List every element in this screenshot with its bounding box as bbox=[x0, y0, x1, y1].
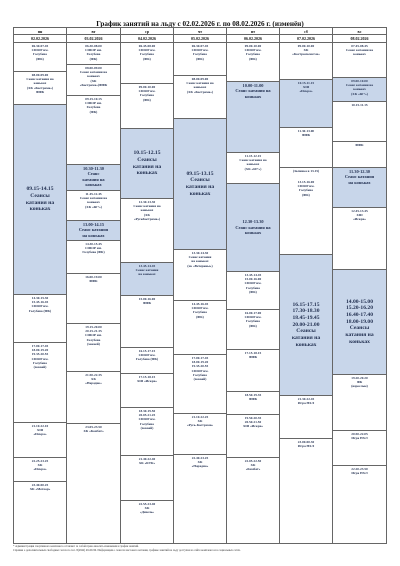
schedule-slot-wed-3: 12.30-13.30 Сеанс катания на коньках (ХК «РусьКострома») bbox=[121, 199, 173, 263]
schedule-slot-sat-1: 10.15-11.15 ХШ «Искра» bbox=[280, 80, 332, 128]
schedule-slot-sun-0: 07.45-08.45 Сеанс катания на коньках bbox=[333, 43, 386, 78]
weekday-fri: пт bbox=[227, 28, 280, 35]
schedule-slot-mon-2: 09.15-14.15 Сеансы катания на коньках bbox=[14, 105, 66, 295]
schedule-slot-fri-0: 09.00-10.00 СШОР им. Голубева (ФК) bbox=[227, 43, 279, 82]
column-fri bbox=[227, 43, 280, 544]
schedule-slot-thu-2: 09.15-13.15 Сеансы катания на коньках bbox=[174, 119, 226, 250]
page-title: График занятий на льду с 02.02.2026 г. по 08.02.2026 г. (изменён) bbox=[96, 20, 304, 28]
footnotes bbox=[13, 545, 386, 553]
schedule-slot-tue-10: 23.05-23.50 ХК «Комбат» bbox=[83, 424, 104, 434]
date-sat: 07.02.2026 bbox=[280, 35, 333, 43]
weekday-thu: чт bbox=[174, 28, 227, 35]
schedule-slot-mon-6: 22.25-23.25 ХК «Искра» bbox=[14, 458, 66, 482]
weekday-mon: пн bbox=[14, 28, 67, 35]
schedule-slot-fri-2: 11.15-12.15 Сеанс катания на коньках (ХК «60+») bbox=[227, 153, 279, 184]
schedule-slot-thu-3: 13.30-14.30 Сеанс катания на коньках (хк «Ветераны») bbox=[174, 250, 226, 301]
schedule-table bbox=[13, 27, 387, 544]
schedule-slot-fri-6: 17.15-18.15 ФФК bbox=[227, 350, 279, 392]
schedule-slot-tue-8: 19.15-20.00 20.15-21.35 СШОР им. Голубева (хоккей) bbox=[67, 324, 120, 372]
schedule-slot-wed-10: 22.55-23.40 ХК «Дизель» bbox=[138, 501, 156, 515]
schedule-slot-wed-6: 16.15-17.15 СШОР им. Голубева (ФК) bbox=[121, 348, 173, 374]
date-sun: 08.02.2026 bbox=[333, 35, 387, 43]
schedule-slot-wed-1: 09.00-10.00 СШОР им. Голубева (ФК) bbox=[121, 84, 173, 129]
schedule-slot-wed-5: 15.00-16.00 ФФК bbox=[121, 296, 173, 348]
schedule-slot-sat-3: (Заливка в 13.15) bbox=[292, 168, 320, 173]
schedule-slot-sun-8: 20.50-22.05 Игра НХЛ bbox=[333, 431, 386, 466]
schedule-slot-thu-6: 21.10-22.25 ХК «Русь-Кострома» bbox=[174, 414, 226, 455]
schedule-slot-sat-7: 23.00-00.30 Игра НХЛ bbox=[297, 439, 315, 449]
schedule-slot-mon-7: 23.40-00.25 ХК «Метеор» bbox=[29, 482, 51, 492]
schedule-slot-sun-5: 12.45-13.45 ХШ «Искра» bbox=[333, 208, 386, 270]
schedule-slot-sun-9: 22.20-23.50 Игра НХЛ bbox=[351, 466, 368, 476]
date-mon: 02.02.2026 bbox=[14, 35, 67, 43]
schedule-slot-fri-8: 19.50-20.35 20.50-21.50 ХШ «Искра» bbox=[227, 415, 279, 458]
schedule-slot-tue-2: 09.15-10.15 СШОР им. Голубева (ФК) bbox=[67, 96, 120, 165]
schedule-slot-sun-2: 10.15-11.15 bbox=[333, 102, 386, 142]
schedule-slot-mon-1: 08.00-09.00 Сеанс катания на коньках (ХК «Кострома») ФФК bbox=[14, 72, 66, 105]
weekday-sun: вс bbox=[333, 28, 387, 35]
footnote-1: * Администрация спортивного комплекса оставляет за собой право вносить изменения в график занятий. bbox=[13, 545, 139, 548]
schedule-slot-tue-3: 10.30-11.30 Сеанс катания на коньках bbox=[67, 165, 120, 191]
column-wed bbox=[121, 43, 174, 544]
date-tue: 03.02.2026 bbox=[67, 35, 121, 43]
schedule-slot-sun-7: 19.20-20.20 ФК (взрослые) bbox=[333, 375, 386, 431]
schedule-slot-sun-3: ФФК bbox=[333, 142, 386, 168]
column-thu bbox=[174, 43, 227, 544]
schedule-slot-thu-4: 14.45-16.45 СШОР им. Голубева (ФК) bbox=[174, 301, 226, 355]
schedule-slot-mon-4: 17.00-17.45 18.00-19.20 19.35-20.55 СШОР им. Голубева (хоккей) bbox=[14, 343, 66, 423]
column-mon bbox=[14, 43, 67, 544]
schedule-slot-mon-3: 14.30-15.30 15.45-16.45 СШОР им. Голубева (ФК) bbox=[14, 295, 66, 343]
schedule-slot-fri-7: 18.50-19.35 ФФК bbox=[227, 392, 279, 415]
schedule-slot-tue-5: 13.00-14.15 Сеанс катания на коньках bbox=[67, 221, 120, 241]
schedule-slot-tue-1: 08.00-09.00 Сеанс катания на коньках (ХК «Кострома»)ФФК bbox=[67, 65, 120, 96]
schedule-slot-fri-3: 12.30-13.30 Сеанс катания на коньках bbox=[227, 184, 279, 272]
schedule-slot-wed-7: 17.15-18.15 ХШ «Искра» bbox=[121, 374, 173, 408]
schedule-slot-sun-4: 11.30-12.30 Сеанс катания на коньках bbox=[333, 168, 386, 208]
footnote-2: Справки о дополнительных свободных часах по тел. 8(4942) 49-69-99. Информация о сеансах массового катания, графике занятий на льду доступна на сайте комплекса и в социальных сетях. bbox=[13, 548, 241, 552]
schedule-slot-sat-4: 13.15-16.00 СШОР им. Голубева (ФК) bbox=[280, 179, 332, 255]
column-sun bbox=[333, 43, 387, 544]
schedule-body-row bbox=[14, 43, 387, 544]
schedule-slot-wed-2: 10.15-12.15 Сеансы катания на коньках bbox=[121, 129, 173, 199]
schedule-slot-tue-7: 16.00-19.00 ФФК bbox=[67, 274, 120, 324]
schedule-slot-wed-0: 06.45-08.00 СШОР им. Голубева (ФК) bbox=[121, 43, 173, 84]
date-fri: 06.02.2026 bbox=[227, 35, 280, 43]
schedule-slot-sat-5: 16.15-17.15 17.30-18.30 18.45-19.45 20.00-21.00 Сеансы катания на коньках bbox=[280, 255, 332, 396]
schedule-slot-fri-1: 10.00-11.00 Сеанс катания на коньках bbox=[227, 82, 279, 153]
schedule-slot-wed-8: 18.30-19.50 20.05-21.25 СШОР им. Голубева (хоккей) bbox=[121, 408, 173, 456]
schedule-slot-sat-6: 21.30-22.45 Игра НХЛ bbox=[280, 396, 332, 439]
schedule-slot-wed-4: 13.45-14.45 Сеанс катания на коньках bbox=[121, 263, 173, 296]
weekday-header-row bbox=[14, 28, 387, 35]
date-wed: 04.02.2026 bbox=[121, 35, 174, 43]
weekday-sat: сб bbox=[280, 28, 333, 35]
schedule-slot-sat-0: 09.00-10.00 ХК «Костромалесгаз» bbox=[280, 43, 332, 80]
schedule-slot-tue-0: 06.30-08.00 СШОР им. Голубева (ФК) bbox=[67, 43, 120, 65]
column-sat bbox=[280, 43, 333, 544]
weekday-tue: вт bbox=[67, 28, 121, 35]
schedule-slot-tue-9: 21.50-22.35 ХК «Нарадио» bbox=[67, 372, 120, 424]
date-thu: 05.02.2026 bbox=[174, 35, 227, 43]
schedule-slot-thu-5: 17.00-17.45 18.00-19.20 19.35-20.55 СШОР им. Голубева (хоккей) bbox=[174, 355, 226, 414]
schedule-slot-thu-1: 08.00-09.00 Сеанс катания на коньках (ХК «Кострома») bbox=[174, 76, 226, 119]
schedule-slot-fri-4: 13.45-14.45 15.00-16.00 СШОР им. Голубева (ФК) bbox=[227, 272, 279, 310]
schedule-slot-fri-9: 22.05-22.50 ХК «Комбат» bbox=[244, 458, 262, 472]
schedule-slot-thu-0: 06.30-07.45 СШОР им. Голубева (ФК) bbox=[174, 43, 226, 76]
schedule-slot-sun-6: 14.00-15.00 15.20-16.20 16.40-17.40 18.00-19.00 Сеансы катания на коньках bbox=[333, 270, 386, 375]
schedule-slot-wed-9: 21.40-22.40 ХК «КТК» bbox=[121, 456, 173, 501]
schedule-slot-sun-1: 09.00-10.00 Сеанс катания на коньках (ХК «60+») bbox=[333, 78, 386, 102]
column-tue bbox=[67, 43, 121, 544]
schedule-slot-mon-5: 21.10-22.10 ХШ «Искра» bbox=[14, 423, 66, 458]
date-header-row bbox=[14, 35, 387, 43]
schedule-slot-thu-7: 22.40-23.25 ХК «Нарадио» bbox=[191, 455, 209, 469]
schedule-slot-tue-6: 14.30-15.45 СШОР им. Голубева (ФК) bbox=[67, 241, 120, 274]
schedule-slot-fri-5: 16.00-17.00 СШОР им. Голубева (ФК) bbox=[227, 310, 279, 350]
schedule-slot-tue-4: 11.45-12.45 Сеанс катания на коньках (ХК «60+») bbox=[67, 191, 120, 221]
weekday-wed: ср bbox=[121, 28, 174, 35]
schedule-slot-mon-0: 06.30-07.45 СШОР им. Голубева (ФК) bbox=[14, 43, 66, 72]
schedule-slot-sat-2: 11.30-13.00 ФФК bbox=[280, 128, 332, 168]
